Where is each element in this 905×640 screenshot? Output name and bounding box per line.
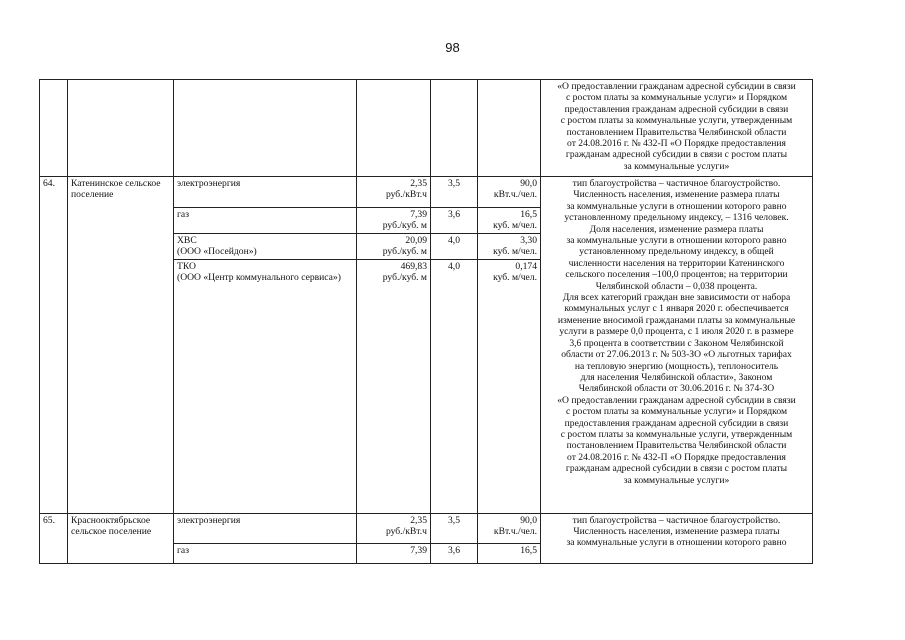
tariff-cell [357, 513, 431, 543]
norm-value: 90,0 [520, 514, 537, 526]
service-label: электроэнергия [177, 178, 241, 189]
tariff-unit: руб./куб. м [382, 220, 427, 232]
norm-value: 16,5 [478, 543, 541, 563]
index-value: 3,6 [431, 543, 478, 563]
cell-num [40, 80, 68, 177]
table-row-64 [40, 177, 813, 208]
settlement-name: Катенинское сельское поселение [68, 177, 174, 514]
norm-unit: кВт.ч./чел. [493, 526, 537, 538]
index-value: 3,5 [431, 177, 478, 208]
row-number: 65. [40, 513, 68, 563]
service-name [174, 208, 357, 234]
index-value: 4,0 [431, 233, 478, 259]
service-provider: (ООО «Посейдон») [177, 246, 257, 258]
norm-unit: куб. м/чел. [493, 246, 537, 258]
cell-description: тип благоустройства – частичное благоустройство. Численность населения, изменение размера платы за коммунальные услуги в отношении которого равно [541, 513, 813, 563]
tariff-unit: руб./куб. м [382, 246, 427, 258]
norm-cell [478, 208, 541, 234]
norm-value: 90,0 [520, 178, 537, 189]
row-number: 64. [40, 177, 68, 514]
service-label: газ [177, 209, 189, 220]
tariff-unit: руб./куб. м [382, 272, 427, 284]
table-row-65 [40, 513, 813, 543]
service-label: ХВС [177, 234, 197, 246]
tariff-cell [357, 259, 431, 513]
cell-tariff [357, 80, 431, 177]
tariff-value: 2,35 [410, 178, 427, 189]
tariff-cell [357, 233, 431, 259]
norm-value: 3,30 [520, 234, 537, 246]
norm-cell [478, 513, 541, 543]
tariff-unit: руб./кВт.ч [385, 189, 427, 201]
norm-value: 0,174 [515, 260, 537, 272]
settlement-name: Краснооктябрьское сельское поселение [68, 513, 174, 563]
tariff-cell [357, 208, 431, 234]
tariff-value: 2,35 [410, 514, 427, 526]
cell-service [174, 80, 357, 177]
cell-index [431, 80, 478, 177]
norm-unit: куб. м/чел. [493, 272, 537, 284]
cell-norm [478, 80, 541, 177]
service-name [174, 177, 357, 208]
service-label: ТКО [177, 260, 196, 272]
tariff-value: 7,39 [410, 209, 427, 220]
cell-description: тип благоустройства – частичное благоустройство. Численность населения, изменение размера платы за коммунальные услуги в отношении которого равно установленному предельному индексу, – 1316 человек. Доля населения, изменение размера платы за коммунальные услуги в отношении которого равно установленному предельному индексу, в общей численности населения на территории Катенинского сельского поселения –100,0 процентов; на территории Челябинской области – 0,038 процента. Для всех категорий граждан вне зависимости от набора коммунальных услуг с 1 января 2020 г. обеспечивается изменение вносимой гражданами платы за коммунальные услуги в размере 0,0 процента, с 1 июля 2020 г. в размере 3,6 процента в соответствии с Законом Челябинской области от 27.06.2013 г. № 503-ЗО «О льготных тарифах на тепловую энергию (мощность), теплоноситель для населения Челябинской области», Законом Челябинской области от 30.06.2016 г. № 374-ЗО «О предоставлении гражданам адресной субсидии в связи с ростом платы за коммунальные услуги» и Порядком предоставления гражданам адресной субсидии в связи с ростом платы за коммунальные услуги, утвержденным постановлением Правительства Челябинской области от 24.08.2016 г. № 432-П «О Порядке предоставления гражданам адресной субсидии в связи с ростом платы за коммунальные услуги» [541, 177, 813, 514]
service-label: газ [177, 544, 189, 556]
tariff-cell [357, 177, 431, 208]
service-provider: (ООО «Центр коммунального сервиса») [177, 272, 341, 284]
norm-cell [478, 259, 541, 513]
norm-cell [478, 177, 541, 208]
table-row-continuation [40, 80, 813, 177]
index-value: 4,0 [431, 259, 478, 513]
page-number: 98 [445, 40, 460, 55]
service-label: электроэнергия [177, 514, 241, 526]
index-value: 3,5 [431, 513, 478, 543]
norm-unit: кВт.ч./чел. [493, 189, 537, 201]
tariff-unit: руб./кВт.ч [385, 526, 427, 538]
service-name [174, 259, 357, 513]
index-value: 3,6 [431, 208, 478, 234]
tariff-value: 7,39 [357, 543, 431, 563]
service-name [174, 233, 357, 259]
norm-unit: куб. м/чел. [493, 220, 537, 232]
cell-description: «О предоставлении гражданам адресной субсидии в связи с ростом платы за коммунальные услуги» и Порядком предоставления гражданам адресной субсидии в связи с ростом платы за коммунальные услуги, утвержденным постановлением Правительства Челябинской области от 24.08.2016 г. № 432-П «О Порядке предоставления гражданам адресной субсидии в связи с ростом платы за коммунальные услуги» [541, 80, 813, 177]
norm-value: 16,5 [520, 209, 537, 220]
tariff-value: 20,09 [405, 234, 427, 246]
tariff-value: 469,83 [400, 260, 427, 272]
norm-cell [478, 233, 541, 259]
tariff-table [39, 79, 813, 564]
service-name [174, 543, 357, 563]
cell-name [68, 80, 174, 177]
service-name [174, 513, 357, 543]
